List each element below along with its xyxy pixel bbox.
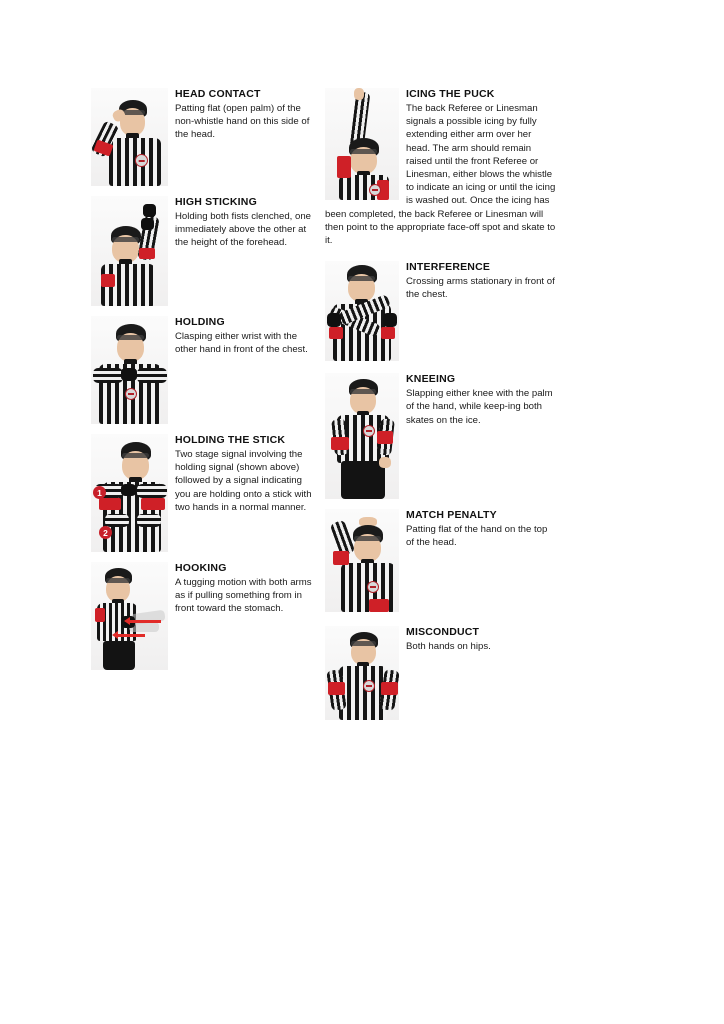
signal-text-holding [175, 316, 316, 356]
signal-entry-holding-the-stick [91, 434, 316, 554]
signal-description: Patting flat (open palm) of the non-whistle hand on this side of the head. [175, 103, 310, 141]
motion-arrow-lower [117, 634, 145, 637]
referee-illustration-interference [325, 261, 399, 361]
signal-title: MATCH PENALTY [406, 509, 497, 522]
referee-illustration-hooking [91, 562, 168, 670]
signal-description: Patting flat of the hand on the top of the head. [406, 524, 548, 549]
referee-illustration-match-penalty [325, 509, 399, 612]
signal-entry-interference [325, 261, 557, 363]
referee-illustration-holding-the-stick [91, 434, 168, 552]
signal-title: KNEEING [406, 373, 456, 386]
signal-title: HIGH STICKING [175, 196, 257, 208]
signal-entry-match-penalty [325, 509, 557, 614]
signal-entry-misconduct [325, 626, 557, 722]
signal-title: HOLDING [175, 316, 225, 328]
signal-entry-hooking [91, 562, 316, 672]
step-badge-1: 1 [93, 486, 106, 499]
referee-illustration-high-sticking [91, 196, 168, 306]
left-column [91, 88, 316, 680]
signal-title: MISCONDUCT [406, 626, 480, 639]
signal-text-high-sticking [175, 196, 316, 250]
signal-photo-interference [325, 261, 399, 361]
signal-text-misconduct [406, 626, 557, 653]
signal-entry-holding [91, 316, 316, 426]
referee-illustration-misconduct [325, 626, 399, 720]
signal-entry-kneeing [325, 373, 557, 501]
motion-arrow-upper [129, 620, 161, 623]
signal-text-hooking [175, 562, 316, 616]
signal-title: INTERFERENCE [406, 261, 491, 274]
referee-illustration-head-contact [91, 88, 168, 186]
signal-text-holding-the-stick [175, 434, 316, 514]
signal-title: HOOKING [175, 562, 227, 574]
step-badge-2: 2 [99, 526, 112, 539]
signal-photo-holding-the-stick [91, 434, 168, 552]
signal-description: Both hands on hips. [406, 641, 491, 653]
signal-description: Holding both fists clenched, one immediately above the other at the height of the forehead. [175, 211, 311, 249]
signal-description: Clasping either wrist with the other hand in front of the chest. [175, 331, 308, 356]
signal-photo-head-contact [91, 88, 168, 186]
signal-text-match-penalty [406, 509, 557, 549]
signal-title: HEAD CONTACT [175, 88, 261, 100]
signal-photo-holding [91, 316, 168, 424]
signal-description: Slapping either knee with the palm of the hand, while keep-ing both skates on the ice. [406, 388, 553, 426]
signal-photo-icing-the-puck [325, 88, 399, 200]
signal-description: Crossing arms stationary in front of the chest. [406, 276, 555, 301]
right-column [325, 88, 557, 730]
signal-photo-match-penalty [325, 509, 399, 612]
signal-photo-high-sticking [91, 196, 168, 306]
signal-description: Two stage signal involving the holding signal (shown above) followed by a signal indicating you are holding onto a stick with two hands in a normal manner. [175, 449, 312, 513]
signal-text-kneeing [406, 373, 557, 427]
signal-photo-hooking [91, 562, 168, 670]
signal-entry-high-sticking [91, 196, 316, 308]
signal-photo-kneeing [325, 373, 399, 499]
signal-title: ICING THE PUCK [406, 88, 495, 100]
signal-text-head-contact [175, 88, 316, 142]
signal-photo-misconduct [325, 626, 399, 720]
referee-illustration-icing-the-puck [325, 88, 399, 200]
signal-description: The back Referee or Linesman signals a possible icing by fully extending either arm over her head. The arm should remain raised until the front Referee or Linesman, either blows the whistle to indicate an icing or until the icing is washed out. Once the icing has been completed, the back Referee or Linesman will then point to the appropriate face-off spot and skate to it. [325, 103, 556, 247]
referee-illustration-holding [91, 316, 168, 424]
referee-illustration-kneeing [325, 373, 399, 499]
signal-title: HOLDING THE STICK [175, 434, 286, 446]
signal-entry-icing-the-puck [325, 88, 557, 247]
signal-text-interference [406, 261, 557, 301]
signal-entry-head-contact [91, 88, 316, 188]
signal-description: A tugging motion with both arms as if pulling something from in front toward the stomach. [175, 577, 312, 615]
